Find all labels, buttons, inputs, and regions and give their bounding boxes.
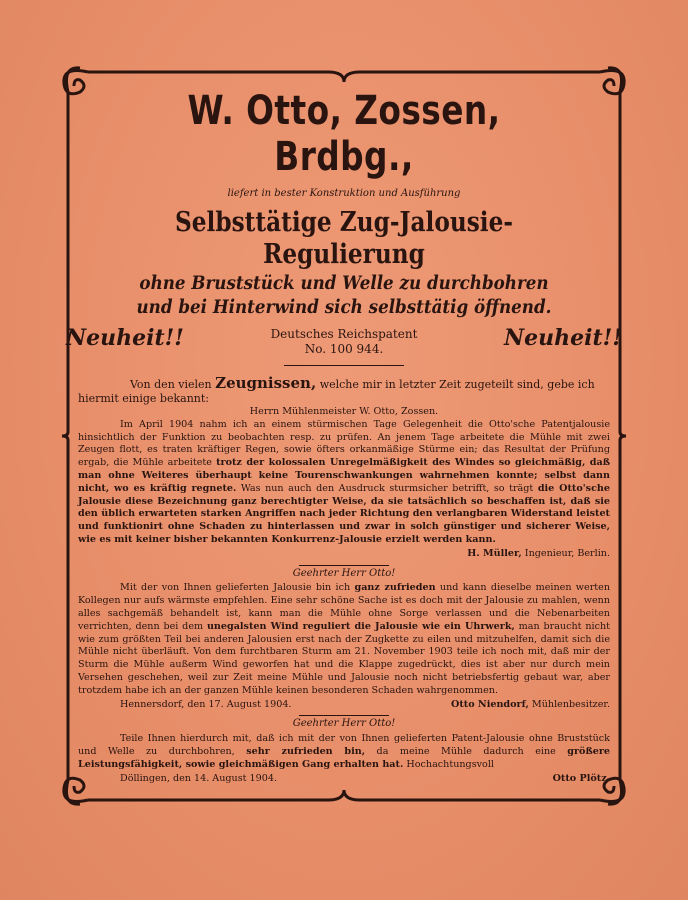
letter3-bold-1: sehr zufrieden bin,	[246, 745, 366, 757]
letter2-bold-2: unegalsten Wind reguliert die Jalousie wie ein Uhrwerk,	[206, 620, 515, 632]
signature-2	[78, 699, 610, 712]
letter2-text-2: und kann dieselbe meinen werten Kollegen nur aufs wärmste empfehlen. Eine sehr schöne Sache ist es doch mit der Jalousie zu mahlen, wenn alles sachgemäß behandelt ist, kann man die Mühle ohne Sorge verlassen und die Nebenarbeiten verrichten, denn bei dem	[78, 582, 610, 632]
headline: Selbsttätige Zug-Jalousie-Regulierung	[174, 207, 514, 270]
divider-3	[299, 715, 389, 716]
patent-info	[271, 325, 418, 357]
closing: Hochachtungsvoll	[406, 758, 494, 770]
addressee: Herrn Mühlenmeister W. Otto, Zossen.	[249, 406, 439, 417]
divider	[284, 365, 404, 366]
letter3-text-1: Teile Ihnen hierdurch mit, daß ich mit der von Ihnen gelieferten Patent-Jalousie ohne Bruststück und Welle zu durchbohren,	[78, 733, 610, 757]
intro-text	[78, 376, 610, 406]
intro-post: welche mir in letzter Zeit zugeteilt sind, gebe ich hiermit einige bekannt:	[78, 378, 595, 405]
salutation-3: Geehrter Herr Otto!	[292, 718, 396, 730]
place-date-3: Döllingen, den 14. August 1904.	[120, 772, 278, 784]
subtitle: liefert in bester Konstruktion und Ausführung	[227, 188, 461, 199]
intro-pre: Von den vielen	[130, 378, 212, 391]
firm-name: W. Otto, Zossen, Brdbg.,	[187, 88, 501, 180]
poster-content	[66, 88, 622, 800]
signature-1-name: H. Müller,	[467, 547, 522, 559]
letter1-bold-2: die Otto'sche Jalousie diese Bezeichnung ganz berechtigter Weise, da sie tatsächlich so beschaffen ist, daß sie den üblich erwarteten starken Angriffen nach jeder Richtung den verlangbaren Widerstand leistet und funktionirt ohne Schaden zu hinterlassen und zwar in solch günstiger und sicherer Weise, wie es mit keiner bisher bekannten Konkurrenz-Jalousie erzielt werden kann.	[78, 482, 610, 545]
divider-2	[299, 565, 389, 566]
letter2-text-1: Mit der von Ihnen gelieferten Jalousie bin ich	[120, 582, 351, 594]
letter1-text-1: Im April 1904 nahm ich an einem stürmischen Tage Gelegenheit die Otto'sche Patentjalousie hinsichtlich der Funktion zu beobachten resp. zu prüfen. An jenem Tage arbeitete die Mühle mit zwei Zeugen flott, es traten kräftiger Regen, sowie öfters orkanmäßige Stürme ein; das Resultat der Prüfung ergab, die Mühle arbeitete	[78, 418, 610, 469]
testimonial-2	[78, 568, 610, 712]
intro-keyword: Zeugnissen,	[215, 374, 317, 392]
patent-label: Deutsches Reichspatent	[270, 327, 418, 341]
letter1-bold-1: trotz der kolossalen Unregelmäßigkeit des Windes so gleichmäßig, daß man ohne Weiteres überhaupt keine Tourenschwankungen wahrnehmen konnte; selbst dann nicht, wo es kräftig regnete.	[78, 457, 610, 494]
signature-3	[78, 773, 610, 786]
signature-1-role: Ingenieur, Berlin.	[524, 547, 610, 559]
salutation-2: Geehrter Herr Otto!	[292, 567, 396, 579]
letter1-text-2: Was nun auch den Ausdruck sturmsicher betrifft, so trägt	[240, 482, 534, 494]
headline-line-3: und bei Hinterwind sich selbsttätig öffnend.	[136, 296, 552, 318]
letter3-bold-2: größere Leistungsfähigkeit, sowie gleichmäßigen Gang erhalten hat.	[78, 745, 610, 770]
headline-line-2: ohne Bruststück und Welle zu durchbohren	[139, 272, 549, 294]
letter3-text-2: da meine Mühle dadurch eine	[376, 745, 556, 757]
novelty-right: Neuheit!!	[504, 325, 622, 351]
signature-2-role: Mühlenbesitzer.	[531, 698, 610, 710]
patent-number: No. 100 944.	[304, 342, 384, 356]
letter2-text-3: man braucht nicht wie zum größten Teil bei anderen Jalousien erst nach der Zugkette zu eilen und mitzuhelfen, damit sich die Mühle nicht überläuft. Von dem furchtbaren Sturm am 21. November 1903 teile ich noch mit, daß mir der Sturm die Mühle außerm Wind geworfen hat und die Klappe zugedrückt, dies ist aber nur durch mein Versehen geschehen, weil zur Zeit meine Mühle und Jalousie noch nicht betriebsfertig gebaut war, aber trotzdem habe ich an der ganzen Mühle keinen besonderen Schaden wahrgenommen.	[78, 620, 610, 696]
signature-2-name: Otto Niendorf,	[450, 698, 529, 710]
testimonial-1	[78, 406, 610, 561]
letter2-bold-1: ganz zufrieden	[354, 582, 436, 594]
testimonial-3	[78, 718, 610, 785]
novelty-left: Neuheit!!	[66, 325, 184, 351]
signature-1	[78, 548, 610, 561]
patent-row	[66, 325, 622, 357]
signature-3-name: Otto Plötz.	[552, 772, 610, 784]
place-date-2: Hennersdorf, den 17. August 1904.	[120, 698, 292, 710]
